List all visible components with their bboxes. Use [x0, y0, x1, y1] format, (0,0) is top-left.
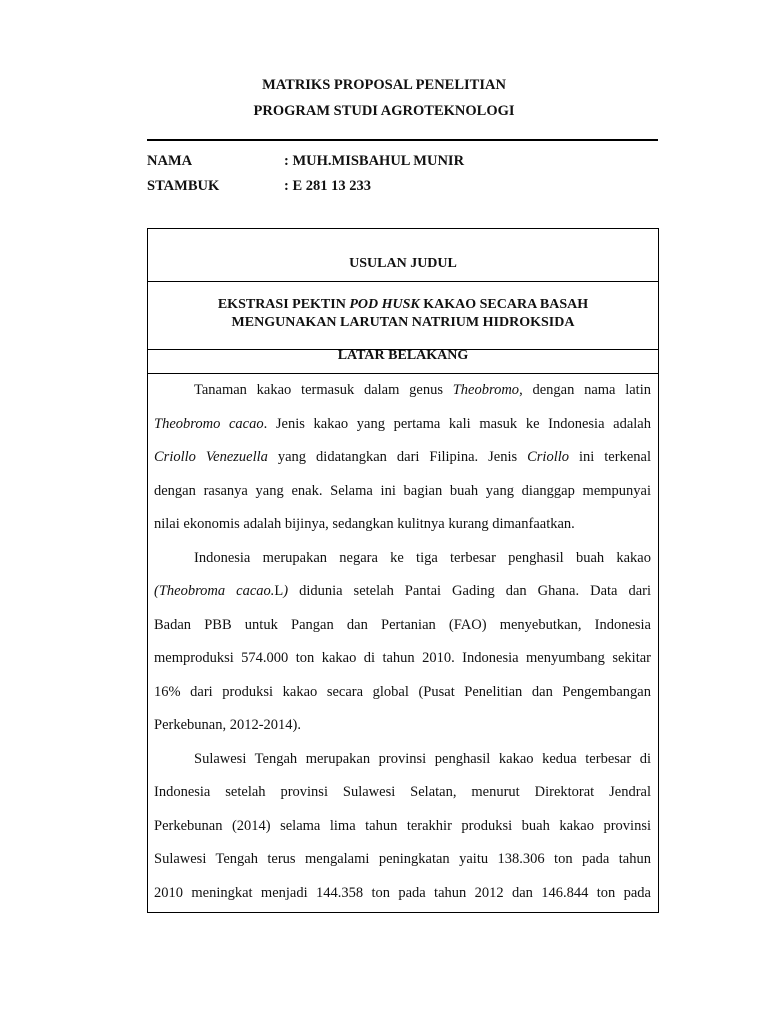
name-label: NAMA [147, 153, 193, 169]
body-line: memproduksi 574.000 ton kakao di tahun 2010. Indonesia menyumbang sekitar [154, 650, 651, 666]
usulan-judul-heading: USULAN JUDUL [349, 256, 457, 271]
body-line: (Theobroma cacao.L) didunia setelah Pantai Gading dan Ghana. Data dari [154, 583, 651, 599]
body-line: Perkebunan, 2012-2014). [154, 717, 301, 733]
body-line: Theobromo cacao. Jenis kakao yang pertama kali masuk ke Indonesia adalah [154, 415, 651, 432]
latar-belakang-body [154, 374, 651, 910]
document-title: MATRIKS PROPOSAL PENELITIAN [262, 77, 506, 93]
stambuk-value: : E 281 13 233 [284, 178, 371, 194]
body-line: Indonesia setelah provinsi Sulawesi Selatan, menurut Direktorat Jendral [154, 784, 651, 800]
body-line: nilai ekonomis adalah bijinya, sedangkan kulitnya kurang dimanfaatkan. [154, 516, 575, 532]
table-divider [148, 281, 658, 282]
body-line: Criollo Venezuella yang didatangkan dari Filipina. Jenis Criollo ini terkenal [154, 449, 651, 465]
body-line: Perkebunan (2014) selama lima tahun terakhir produksi buah kakao provinsi [154, 817, 651, 834]
body-line: Sulawesi Tengah terus mengalami peningkatan yaitu 138.306 ton pada tahun [154, 851, 651, 867]
judul-line-2: MENGUNAKAN LARUTAN NATRIUM HIDROKSIDA [231, 315, 575, 330]
judul-italic-text: POD HUSK [349, 297, 420, 312]
body-line: 16% dari produksi kakao secara global (Pusat Penelitian dan Pengembangan [154, 683, 651, 700]
name-value: : MUH.MISBAHUL MUNIR [284, 153, 465, 169]
body-line: 2010 meningkat menjadi 144.358 ton pada tahun 2012 dan 146.844 ton pada [154, 884, 651, 901]
body-line: Badan PBB untuk Pangan dan Pertanian (FAO) menyebutkan, Indonesia [154, 616, 651, 633]
document-subtitle: PROGRAM STUDI AGROTEKNOLOGI [253, 103, 515, 119]
proposal-table [147, 228, 659, 913]
body-line: Sulawesi Tengah merupakan provinsi penghasil kakao kedua terbesar di [194, 750, 651, 767]
stambuk-label: STAMBUK [147, 178, 220, 194]
proposal-judul [148, 296, 658, 332]
body-line: dengan rasanya yang enak. Selama ini bagian buah yang dianggap mempunyai [154, 482, 651, 499]
body-line: Tanaman kakao termasuk dalam genus Theobromo, dengan nama latin [194, 382, 651, 398]
body-line: Indonesia merupakan negara ke tiga terbesar penghasil buah kakao [194, 549, 651, 566]
judul-text: EKSTRASI PEKTIN [217, 297, 350, 312]
latar-belakang-heading: LATAR BELAKANG [337, 348, 469, 363]
judul-text: KAKAO SECARA BASAH [419, 297, 589, 312]
header-divider [147, 139, 658, 141]
